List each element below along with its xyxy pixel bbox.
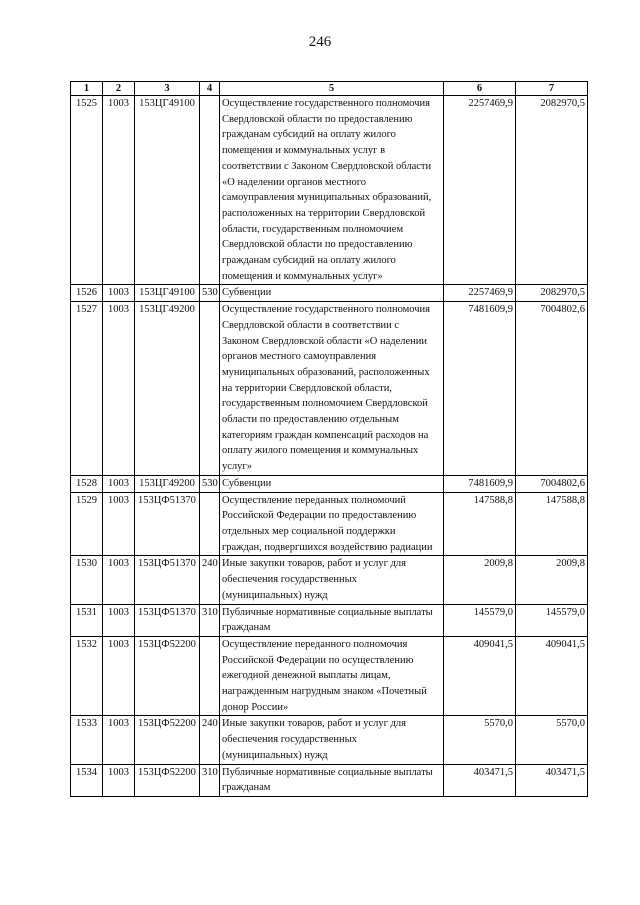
item-name-line: области по предоставлению отдельным [222,414,399,426]
amount-col-6: 5570,0 [444,716,516,764]
row-number: 1531 [71,604,103,636]
amount-col-6: 145579,0 [444,604,516,636]
column-header: 1 [71,82,103,96]
target-article-code: 153ЦГ49200 [135,475,200,492]
item-name [220,302,444,476]
section-code: 1003 [103,556,135,604]
amount-col-7: 2082970,5 [516,285,588,302]
row-number: 1527 [71,302,103,476]
item-name [220,764,444,796]
item-name [220,475,444,492]
item-name [220,636,444,716]
amount-col-7: 2082970,5 [516,96,588,285]
section-code: 1003 [103,96,135,285]
item-name-line: самоуправления муниципальных образований, [222,192,432,204]
table-body [71,96,588,797]
column-header: 6 [444,82,516,96]
amount-col-6: 2257469,9 [444,285,516,302]
item-name-line: муниципальных образований, расположенных [222,366,430,378]
item-name [220,604,444,636]
item-name-line: Публичные нормативные социальные выплаты [222,766,433,778]
budget-table [70,81,588,797]
item-name-line: помещения и коммунальных услуг в [222,145,386,157]
row-number: 1533 [71,716,103,764]
item-name [220,716,444,764]
section-code: 1003 [103,636,135,716]
table-row [71,96,588,285]
amount-col-7: 5570,0 [516,716,588,764]
expense-kind-code: 240 [200,716,220,764]
table-row [71,636,588,716]
page-number: 246 [308,34,332,50]
table-row [71,302,588,476]
item-name-line: Российской Федерации по осуществлению [222,654,414,666]
expense-kind-code: 310 [200,764,220,796]
table-row [71,492,588,556]
table-row [71,285,588,302]
item-name-line: Осуществление переданного полномочия [222,638,408,650]
target-article-code: 153ЦФ51370 [135,492,200,556]
amount-col-7: 409041,5 [516,636,588,716]
item-name [220,96,444,285]
column-header: 7 [516,82,588,96]
section-code: 1003 [103,285,135,302]
item-name-line: Законом Свердловской области «О наделении [222,335,428,347]
row-number: 1526 [71,285,103,302]
table-row [71,716,588,764]
item-name-line: обеспечения государственных [222,734,357,746]
header-row [71,82,588,96]
column-header: 3 [135,82,200,96]
item-name-line: Иные закупки товаров, работ и услуг для [222,558,406,570]
expense-kind-code: 530 [200,475,220,492]
item-name-line: помещения и коммунальных услуг» [222,270,383,282]
item-name-line: Субвенции [222,477,272,489]
target-article-code: 153ЦФ52200 [135,636,200,716]
section-code: 1003 [103,604,135,636]
row-number: 1530 [71,556,103,604]
section-code: 1003 [103,764,135,796]
expense-kind-code [200,302,220,476]
expense-kind-code: 240 [200,556,220,604]
expense-kind-code [200,636,220,716]
amount-col-7: 403471,5 [516,764,588,796]
column-header: 2 [103,82,135,96]
section-code: 1003 [103,302,135,476]
table-row [71,604,588,636]
item-name-line: гражданам [222,622,271,634]
item-name-line: Российской Федерации по предоставлению [222,510,417,522]
item-name-line: Осуществление переданных полномочий [222,494,406,506]
item-name-line: Осуществление государственного полномочия [222,98,430,109]
item-name-line: (муниципальных) нужд [222,589,328,601]
table-row [71,556,588,604]
expense-kind-code [200,96,220,285]
column-header: 4 [200,82,220,96]
amount-col-6: 2009,8 [444,556,516,604]
item-name-line: гражданам субсидий на оплату жилого [222,129,396,141]
target-article-code: 153ЦФ51370 [135,556,200,604]
table-row [71,475,588,492]
row-number: 1525 [71,96,103,285]
target-article-code: 153ЦГ49200 [135,302,200,476]
target-article-code: 153ЦФ52200 [135,764,200,796]
item-name [220,492,444,556]
item-name-line: Свердловской области по предоставлению [222,113,413,125]
item-name-line: Свердловской области в соответствии с [222,319,400,331]
item-name-line: оплату жилого помещения и коммунальных [222,445,419,457]
item-name-line: категориям граждан компенсаций расходов на [222,429,429,441]
section-code: 1003 [103,716,135,764]
amount-col-6: 2257469,9 [444,96,516,285]
expense-kind-code [200,492,220,556]
row-number: 1532 [71,636,103,716]
amount-col-7: 2009,8 [516,556,588,604]
expense-kind-code: 530 [200,285,220,302]
item-name-line: награжденным нагрудным знаком «Почетный [222,686,427,698]
item-name-line: обеспечения государственных [222,574,357,586]
item-name-line: области, государственным полномочием [222,223,404,235]
expense-kind-code: 310 [200,604,220,636]
item-name-line: отдельных мер социальной поддержки [222,525,396,537]
table-row [71,764,588,796]
row-number: 1534 [71,764,103,796]
item-name-line: Осуществление государственного полномочия [222,304,430,316]
item-name-line: Иные закупки товаров, работ и услуг для [222,718,406,730]
row-number: 1529 [71,492,103,556]
row-number: 1528 [71,475,103,492]
amount-col-7: 145579,0 [516,604,588,636]
item-name-line: граждан, подвергшихся воздействию радиации [222,541,433,553]
section-code: 1003 [103,492,135,556]
item-name-line: расположенных на территории Свердловской [222,207,426,219]
amount-col-6: 409041,5 [444,636,516,716]
amount-col-7: 147588,8 [516,492,588,556]
amount-col-7: 7004802,6 [516,475,588,492]
item-name-line: на территории Свердловской области, [222,382,392,394]
amount-col-7: 7004802,6 [516,302,588,476]
item-name-line: (муниципальных) нужд [222,749,328,761]
item-name-line: гражданам [222,782,271,794]
amount-col-6: 7481609,9 [444,475,516,492]
item-name-line: органов местного самоуправления [222,351,377,363]
target-article-code: 153ЦГ49100 [135,285,200,302]
item-name-line: соответствии с Законом Свердловской области [222,160,432,172]
item-name [220,285,444,302]
item-name-line: Субвенции [222,287,272,299]
item-name [220,556,444,604]
item-name-line: услуг» [222,461,252,473]
target-article-code: 153ЦФ51370 [135,604,200,636]
item-name-line: Свердловской области по предоставлению [222,239,413,251]
amount-col-6: 147588,8 [444,492,516,556]
item-name-line: Публичные нормативные социальные выплаты [222,606,433,618]
item-name-line: гражданам субсидий на оплату жилого [222,255,396,267]
column-header: 5 [220,82,444,96]
amount-col-6: 7481609,9 [444,302,516,476]
item-name-line: донор России» [222,701,289,713]
amount-col-6: 403471,5 [444,764,516,796]
target-article-code: 153ЦФ52200 [135,716,200,764]
item-name-line: ежегодной денежной выплаты лицам, [222,670,391,682]
target-article-code: 153ЦГ49100 [135,96,200,285]
section-code: 1003 [103,475,135,492]
item-name-line: государственным полномочием Свердловской [222,398,428,410]
item-name-line: «О наделении органов местного [222,176,367,188]
